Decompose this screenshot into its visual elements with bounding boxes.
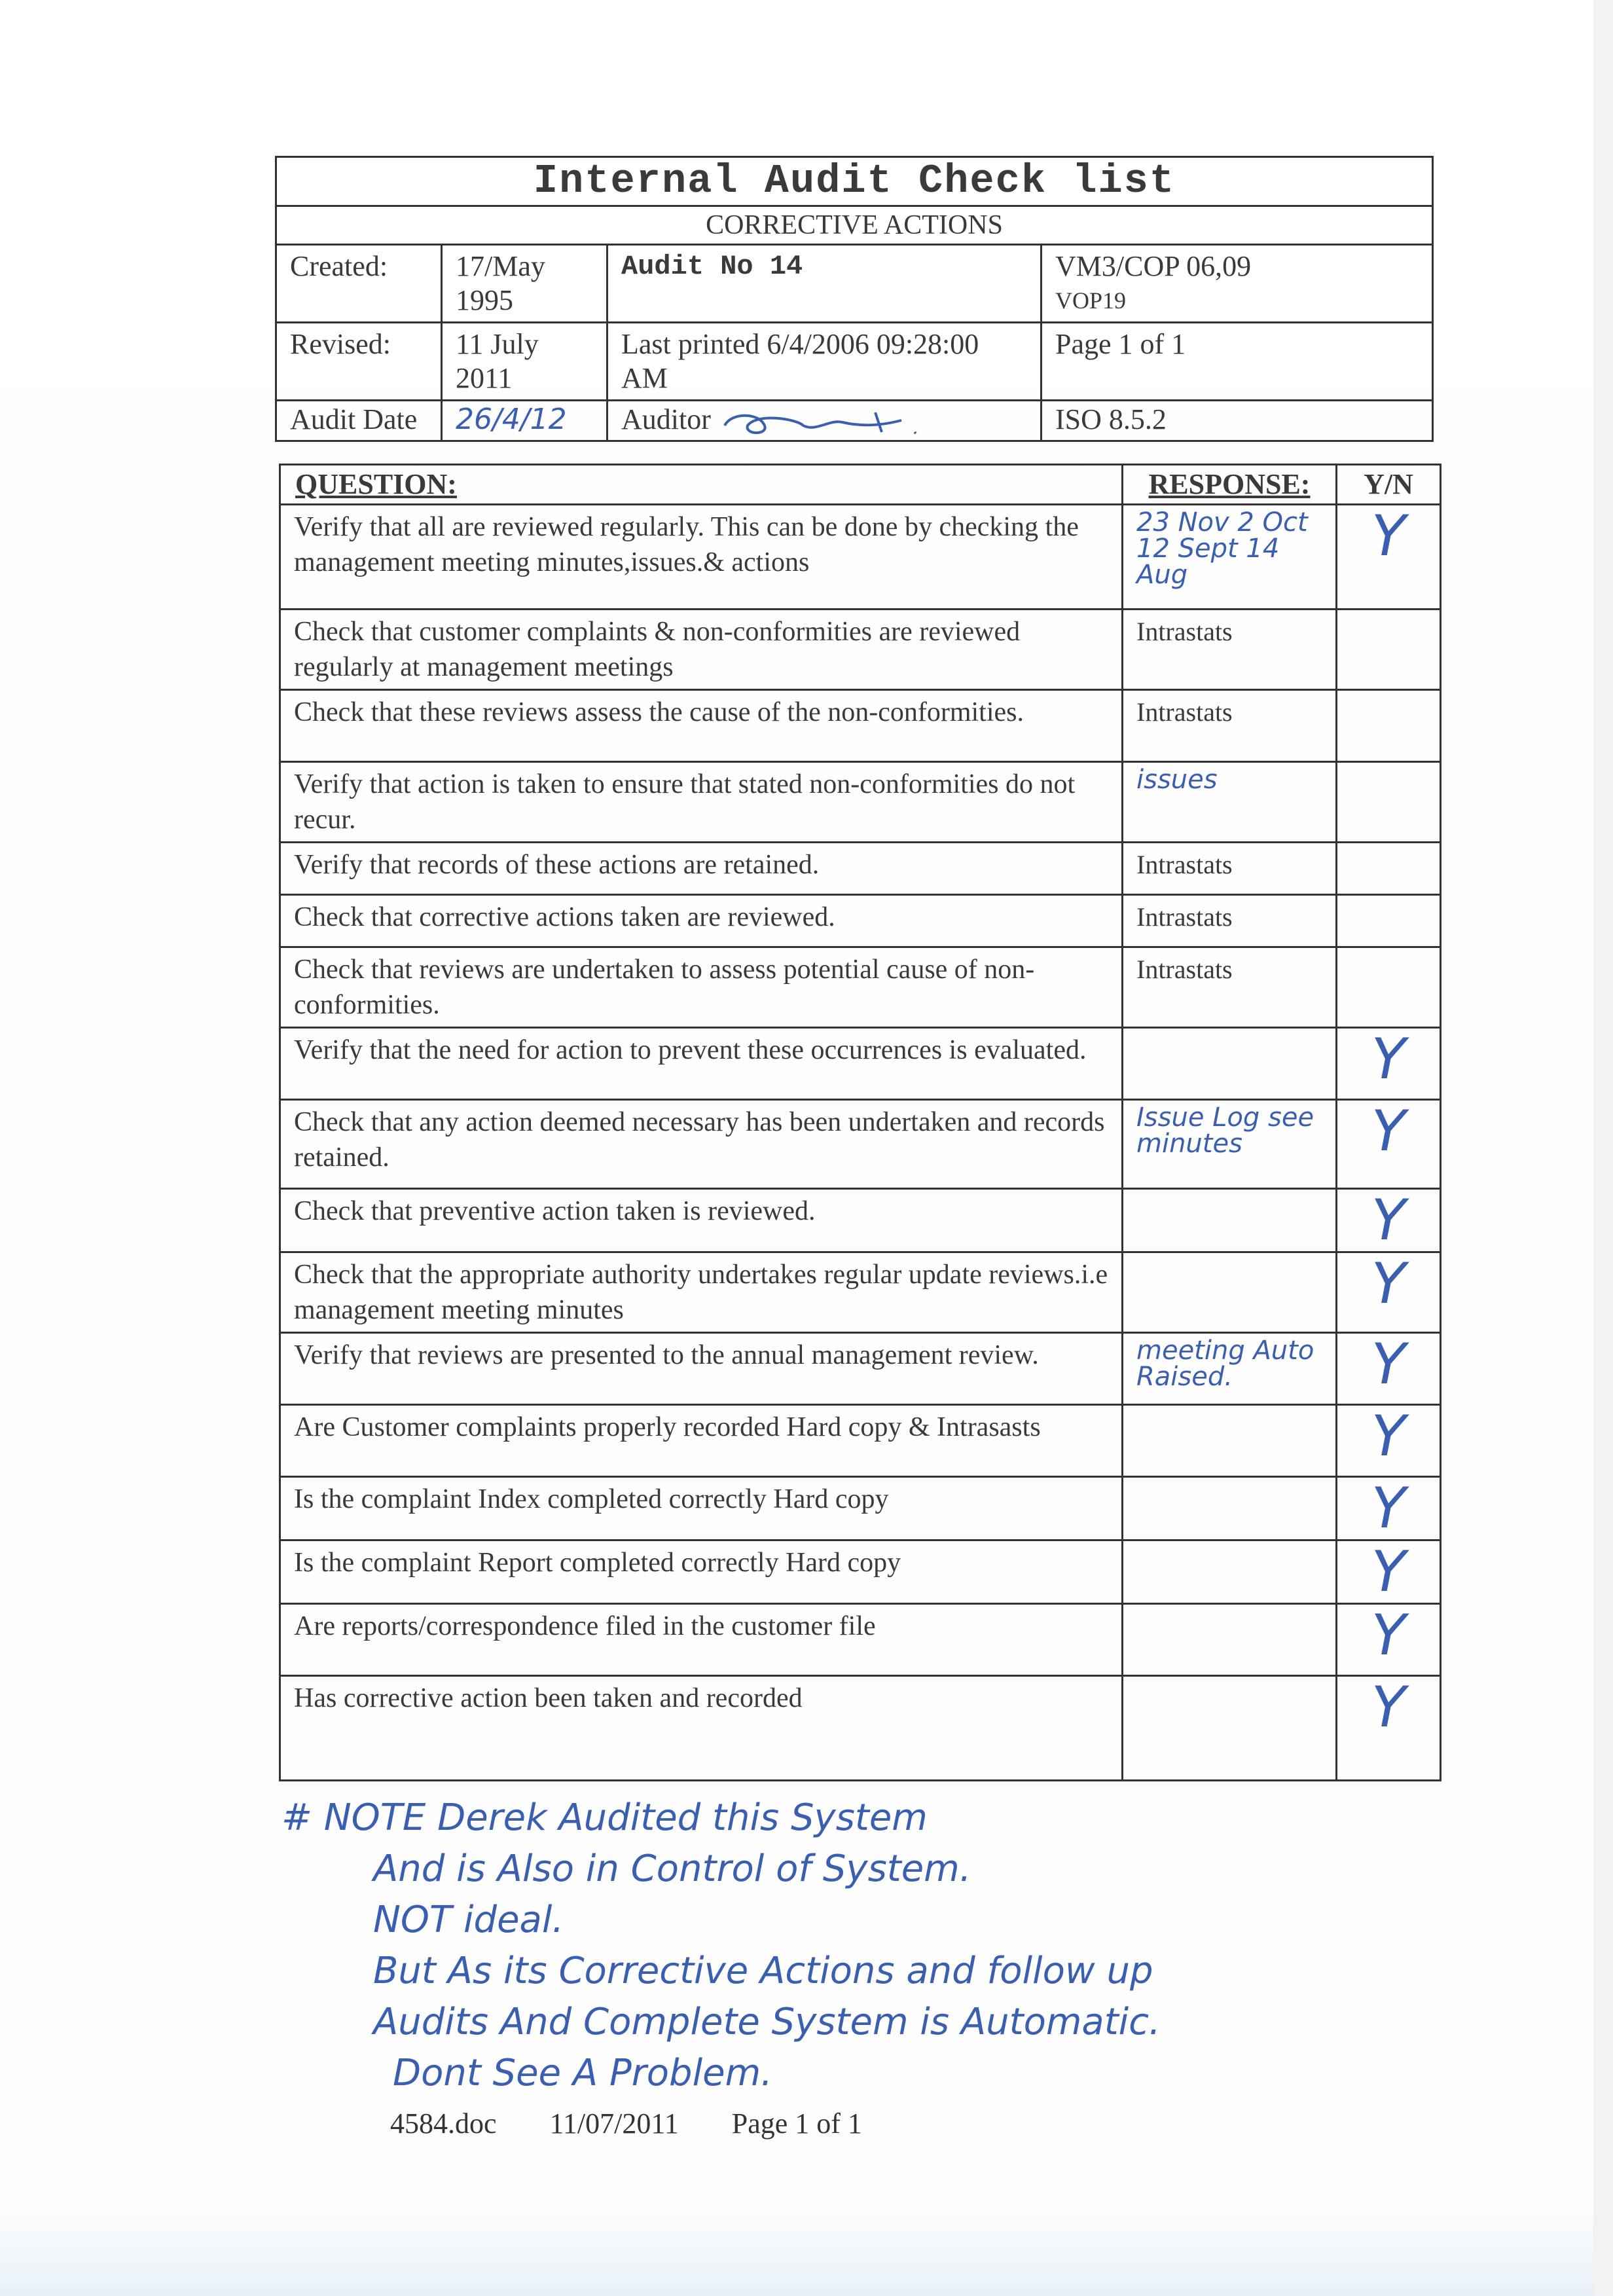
question-text: Is the complaint Index completed correctly Hard copy [280,1477,1123,1540]
yn-mark: Y [1337,1540,1441,1604]
note-line: Dont See A Problem. [393,2052,772,2094]
table-row [280,1333,1441,1405]
reference-code: VM3/COP 06,09 [1055,250,1252,282]
revised-value: 11 July 2011 [442,323,607,401]
yn-mark: Y [1337,1100,1441,1189]
response-text [1123,1604,1337,1676]
question-text: Verify that the need for action to prevent these occurrences is evaluated. [280,1028,1123,1100]
response-text [1123,1189,1337,1252]
question-text: Check that the appropriate authority undertakes regular update reviews.i.e management meeting minutes [280,1252,1123,1333]
table-row [280,1477,1441,1540]
response-text: meeting Auto Raised. [1123,1333,1337,1405]
auditor-cell [607,401,1042,441]
table-row [280,1604,1441,1676]
table-row [280,843,1441,895]
document-title: Internal Audit Check list [276,157,1433,206]
yn-mark [1337,610,1441,690]
response-text: Issue Log see minutes [1123,1100,1337,1189]
note-line: Audits And Complete System is Automatic. [373,2001,1161,2043]
yn-mark [1337,947,1441,1028]
reference-code-2: VOP19 [1055,287,1127,314]
yn-mark: Y [1337,1676,1441,1781]
col-yn: Y/N [1337,465,1441,505]
response-text [1123,1405,1337,1477]
table-row [280,762,1441,843]
yn-mark: Y [1337,1028,1441,1100]
yn-mark: Y [1337,1604,1441,1676]
question-rows [280,505,1441,1781]
response-text: Intrastats [1123,610,1337,690]
question-text: Has corrective action been taken and recorded [280,1676,1123,1781]
handwritten-note [281,1793,1394,2099]
question-text: Check that preventive action taken is reviewed. [280,1189,1123,1252]
yn-mark: Y [1337,1252,1441,1333]
response-text [1123,1028,1337,1100]
question-text: Verify that all are reviewed regularly. This can be done by checking the management meeting minutes,issues.& actions [280,505,1123,610]
yn-mark: Y [1337,1333,1441,1405]
question-text: Are Customer complaints properly recorded Hard copy & Intrasasts [280,1405,1123,1477]
footer-date: 11/07/2011 [549,2107,679,2140]
revised-label: Revised: [276,323,442,401]
question-text: Verify that records of these actions are retained. [280,843,1123,895]
table-row [280,1100,1441,1189]
auditor-label: Auditor [621,403,711,435]
response-text: issues [1123,762,1337,843]
table-row [280,690,1441,762]
last-printed: Last printed 6/4/2006 09:28:00 AM [607,323,1042,401]
col-question: QUESTION: [280,465,1123,505]
question-text: Are reports/correspondence filed in the customer file [280,1604,1123,1676]
table-row [280,610,1441,690]
note-line: And is Also in Control of System. [373,1848,971,1890]
question-text: Verify that action is taken to ensure that stated non-conformities do not recur. [280,762,1123,843]
page-footer [390,2107,908,2140]
header-table [275,156,1434,442]
response-text [1123,1477,1337,1540]
audit-date-label: Audit Date [276,401,442,441]
footer-page: Page 1 of 1 [731,2107,862,2140]
question-text: Check that reviews are undertaken to assess potential cause of non-conformities. [280,947,1123,1028]
audit-number: Audit No 14 [607,245,1042,323]
response-text: Intrastats [1123,843,1337,895]
yn-mark [1337,762,1441,843]
scan-edge [1593,0,1613,2296]
question-text: Check that these reviews assess the cause of the non-conformities. [280,690,1123,762]
document-subtitle: CORRECTIVE ACTIONS [276,206,1433,245]
created-value: 17/May 1995 [442,245,607,323]
table-row [280,1252,1441,1333]
note-line: NOT ideal. [373,1899,564,1941]
table-row [280,1405,1441,1477]
footer-filename: 4584.doc [390,2107,497,2140]
table-row [280,505,1441,610]
question-text: Check that corrective actions taken are reviewed. [280,895,1123,947]
created-label: Created: [276,245,442,323]
response-text [1123,1540,1337,1604]
response-text: Intrastats [1123,947,1337,1028]
question-text: Verify that reviews are presented to the annual management review. [280,1333,1123,1405]
yn-mark [1337,843,1441,895]
note-line: # NOTE Derek Audited this System [281,1796,928,1839]
question-text: Check that customer complaints & non-conformities are reviewed regularly at management meetings [280,610,1123,690]
response-text [1123,1252,1337,1333]
table-row [280,1028,1441,1100]
response-text: Intrastats [1123,690,1337,762]
table-row [280,947,1441,1028]
question-table [279,464,1441,1781]
col-response: RESPONSE: [1123,465,1337,505]
yn-mark: Y [1337,1405,1441,1477]
response-text [1123,1676,1337,1781]
question-text: Is the complaint Report completed correctly Hard copy [280,1540,1123,1604]
table-row [280,1189,1441,1252]
reference-cell [1042,245,1433,323]
question-text: Check that any action deemed necessary has been undertaken and records retained. [280,1100,1123,1189]
yn-mark [1337,895,1441,947]
response-text: 23 Nov 2 Oct 12 Sept 14 Aug [1123,505,1337,610]
yn-mark [1337,690,1441,762]
note-line: But As its Corrective Actions and follow up [373,1950,1153,1992]
iso-reference: ISO 8.5.2 [1042,401,1433,441]
yn-mark: Y [1337,1189,1441,1252]
yn-mark: Y [1337,1477,1441,1540]
yn-mark: Y [1337,505,1441,610]
table-row [280,1540,1441,1604]
auditor-signature [718,406,941,439]
response-text: Intrastats [1123,895,1337,947]
audit-date-value: 26/4/12 [442,401,607,441]
page-count: Page 1 of 1 [1042,323,1433,401]
table-row [280,895,1441,947]
table-row [280,1676,1441,1781]
